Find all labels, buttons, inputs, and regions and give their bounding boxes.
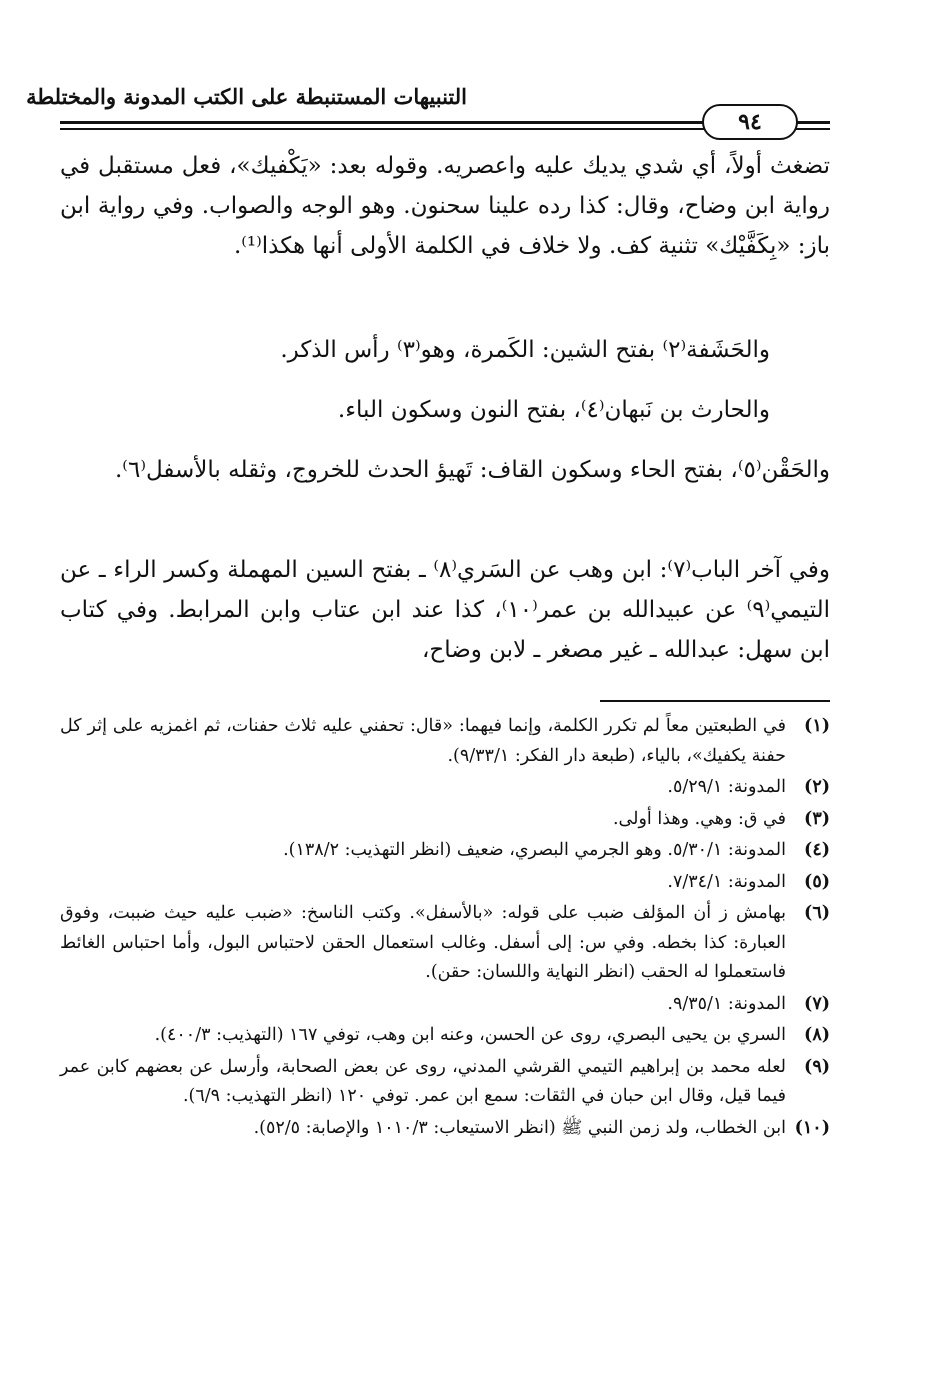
- footnote-text: بهامش ز أن المؤلف ضبب على قوله: «بالأسفل». وكتب الناسخ: «ضبب عليه حيث ضببت، وفوق العبارة: كذا بخطه. وفي س: إلى أسفل. وغالب استعمال الحقن لاحتباس البول، وأما احتباس الغائط فاستعملوا له الحقب (انظر النهاية واللسان: حقن).: [60, 903, 786, 982]
- footnote: [60, 1053, 830, 1112]
- footnote-text: ابن الخطاب، ولد زمن النبي ﷺ (انظر الاستيعاب: ١٠١٠/٣ والإصابة: ٥٢/٥).: [253, 1117, 786, 1138]
- footnote-text: السري بن يحيى البصري، روى عن الحسن، وعنه ابن وهب، توفي ١٦٧ (التهذيب: ٤٠٠/٣).: [154, 1025, 786, 1045]
- footnote-number: (١٠): [794, 1117, 830, 1138]
- footnote: [60, 868, 830, 898]
- footnotes: [60, 712, 830, 1145]
- footnote-text: في ق: وهي. وهذا أولى.: [612, 808, 786, 829]
- footnote-number: (١): [804, 716, 830, 736]
- body-paragraph: تضغث أولاً، أي شدي يديك عليه واعصريه. وقوله بعد: «يَكْفيك»، فعل مستقبل في رواية ابن وضاح، وقال: كذا رده علينا سحنون. وهو الوجه والصواب. وفي رواية ابن باز: «بِكَفَّيْك» تثنية كف. ولا خلاف في الكلمة الأولى أنها هكذا⁽¹⁾.: [60, 153, 830, 259]
- footnote-text: المدونة: ٩/٣٥/١.: [667, 993, 786, 1014]
- footnote-separator: [600, 700, 830, 702]
- footnote-text: لعله محمد بن إبراهيم التيمي القرشي المدني، روى عن بعض الصحابة، وأرسل عن بعضهم كابن عمر فيما قيل، وقال ابن حبان في الثقات: سمع ابن عمر. توفي ١٢٠ (انظر التهذيب: ٦/٩).: [60, 1056, 786, 1106]
- footnote-number: (٥): [804, 871, 830, 892]
- footnote: [60, 836, 830, 866]
- footnote-number: (٨): [804, 1025, 830, 1045]
- footnote-text: المدونة: ٥/٢٩/١.: [667, 777, 786, 797]
- body-paragraph: وفي آخر الباب⁽٧⁾: ابن وهب عن السَري⁽٨⁾ ـ بفتح السين المهملة وكسر الراء ـ عن التيمي⁽٩⁾ عن عبيدالله بن عمر⁽١٠⁾، كذا عند ابن عتاب وابن المرابط. وفي كتاب ابن سهل: عبدالله ـ غير مصغر ـ لابن وضاح،: [60, 557, 830, 663]
- body-paragraph: والحَشَفة⁽٢⁾ بفتح الشين: الكَمرة، وهو⁽٣⁾ رأس الذكر.: [280, 337, 770, 363]
- running-title: التنبيهات المستنبطة على الكتب المدونة والمختلطة: [26, 84, 467, 109]
- footnote: [60, 805, 830, 835]
- footnote: [60, 990, 830, 1020]
- footnote-number: (٩): [804, 1056, 830, 1077]
- footnote: [60, 1021, 830, 1051]
- footnote-number: (٧): [804, 993, 830, 1014]
- footnote: [60, 1114, 830, 1144]
- footnote: [60, 712, 830, 771]
- footnote-number: (٣): [804, 808, 830, 829]
- footnote-number: (٤): [804, 840, 830, 860]
- footnote-number: (٢): [804, 777, 830, 797]
- footnote: [60, 773, 830, 803]
- footnote-text: المدونة: ٧/٣٤/١.: [667, 871, 786, 892]
- body-paragraph: والحَقْن⁽٥⁾، بفتح الحاء وسكون القاف: تَهيؤ الحدث للخروج، وثقله بالأسفل⁽٦⁾.: [114, 457, 830, 483]
- footnote-text: المدونة: ٥/٣٠/١. وهو الجرمي البصري، ضعيف (انظر التهذيب: ١٣٨/٢).: [283, 840, 786, 860]
- footnote: [60, 899, 830, 988]
- footnote-number: (٦): [804, 903, 830, 923]
- page-number: ٩٤: [702, 104, 798, 140]
- body-paragraph: والحارث بن نَبهان⁽٤⁾، بفتح النون وسكون الباء.: [337, 397, 770, 423]
- footnote-text: في الطبعتين معاً لم تكرر الكلمة، وإنما فيهما: «قال: تحفني عليه ثلاث حفنات، ثم اغمزيه على إثر كل حفنة يكفيك»، بالياء، (طبعة دار الفكر: ٩/٣٣/١).: [60, 716, 786, 766]
